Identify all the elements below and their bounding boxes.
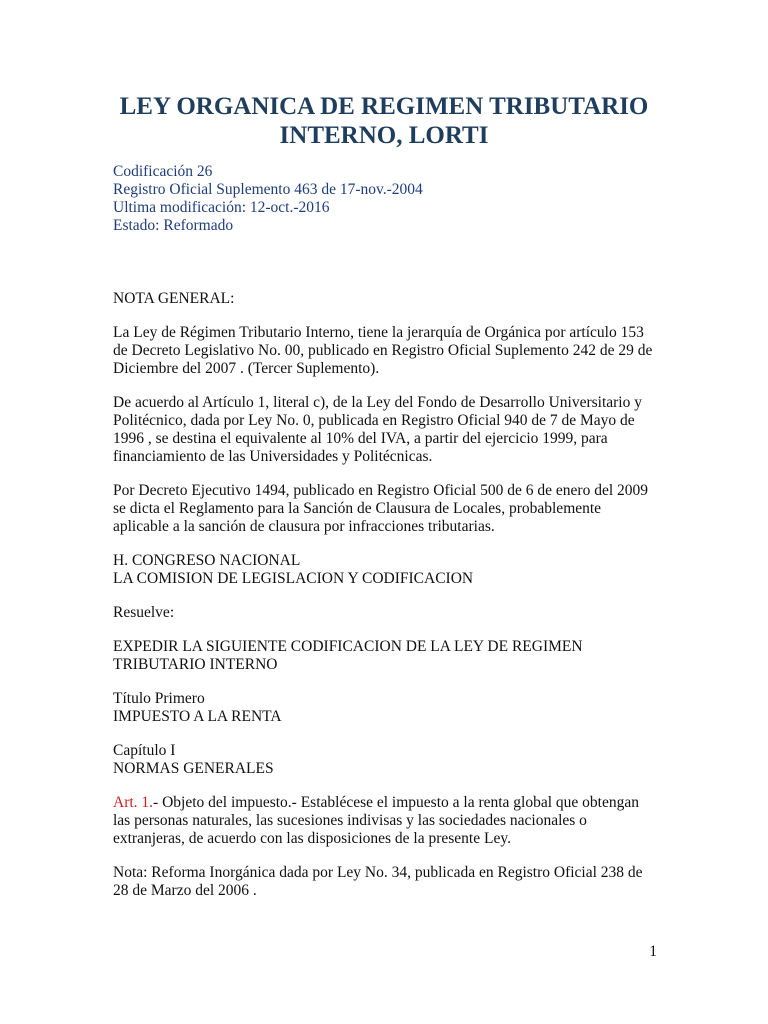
congreso-line-2: LA COMISION DE LEGISLACION Y CODIFICACION	[113, 570, 474, 587]
capitulo-block	[113, 742, 658, 778]
document-metadata	[113, 163, 423, 235]
titulo-line-2: IMPUESTO A LA RENTA	[113, 708, 282, 725]
modificacion-line: Ultima modificación: 12-oct.-2016	[113, 199, 330, 216]
article-1	[113, 794, 658, 848]
nota-reforma: Nota: Reforma Inorgánica dada por Ley No. 34, publicada en Registro Oficial 238 de 28 de Marzo del 2006 .	[113, 864, 643, 899]
paragraph-fondo-desarrollo: De acuerdo al Artículo 1, literal c), de la Ley del Fondo de Desarrollo Universitario y Politécnico, dada por Ley No. 0, publicada en Registro Oficial 940 de 7 de Mayo de 1996 , se destina el equivalente al 10% del IVA, a partir del ejercicio 1999, para financiamiento de las Universidades y Politécnicas.	[113, 394, 642, 465]
article-1-label: Art. 1.	[113, 794, 154, 811]
paragraph-jerarquia: La Ley de Régimen Tributario Interno, tiene la jerarquía de Orgánica por artículo 153 de Decreto Legislativo No. 00, publicado en Registro Oficial Suplemento 242 de 29 de Diciembre del 2007 . (Tercer Suplemento).	[113, 324, 653, 377]
registro-line: Registro Oficial Suplemento 463 de 17-nov.-2004	[113, 181, 423, 198]
titulo-block	[113, 690, 658, 726]
capitulo-line-2: NORMAS GENERALES	[113, 760, 274, 777]
codificacion-line: Codificación 26	[113, 163, 213, 180]
title-line-1: LEY ORGANICA DE REGIMEN TRIBUTARIO	[119, 93, 649, 120]
congreso-block	[113, 552, 658, 588]
document-body	[113, 290, 658, 916]
titulo-line-1: Título Primero	[113, 690, 205, 707]
congreso-line-1: H. CONGRESO NACIONAL	[113, 552, 301, 569]
resuelve-line: Resuelve:	[113, 604, 175, 621]
paragraph-decreto-ejecutivo: Por Decreto Ejecutivo 1494, publicado en Registro Oficial 500 de 6 de enero del 2009 se dicta el Reglamento para la Sanción de Clausura de Locales, probablemente aplicable a la sanción de clausura por infracciones tributarias.	[113, 482, 649, 535]
capitulo-line-1: Capítulo I	[113, 742, 176, 759]
expedir-paragraph: EXPEDIR LA SIGUIENTE CODIFICACION DE LA LEY DE REGIMEN TRIBUTARIO INTERNO	[113, 638, 583, 673]
title-line-2: INTERNO, LORTI	[279, 122, 489, 149]
article-1-text: - Objeto del impuesto.- Establécese el impuesto a la renta global que obtengan las personas naturales, las sucesiones indivisas y las sociedades nacionales o extranjeras, de acuerdo con las disposiciones de la presente Ley.	[113, 794, 639, 847]
page-number: 1	[649, 943, 657, 960]
nota-general-heading: NOTA GENERAL:	[113, 290, 235, 307]
estado-line: Estado: Reformado	[113, 217, 234, 234]
document-title	[60, 92, 708, 150]
